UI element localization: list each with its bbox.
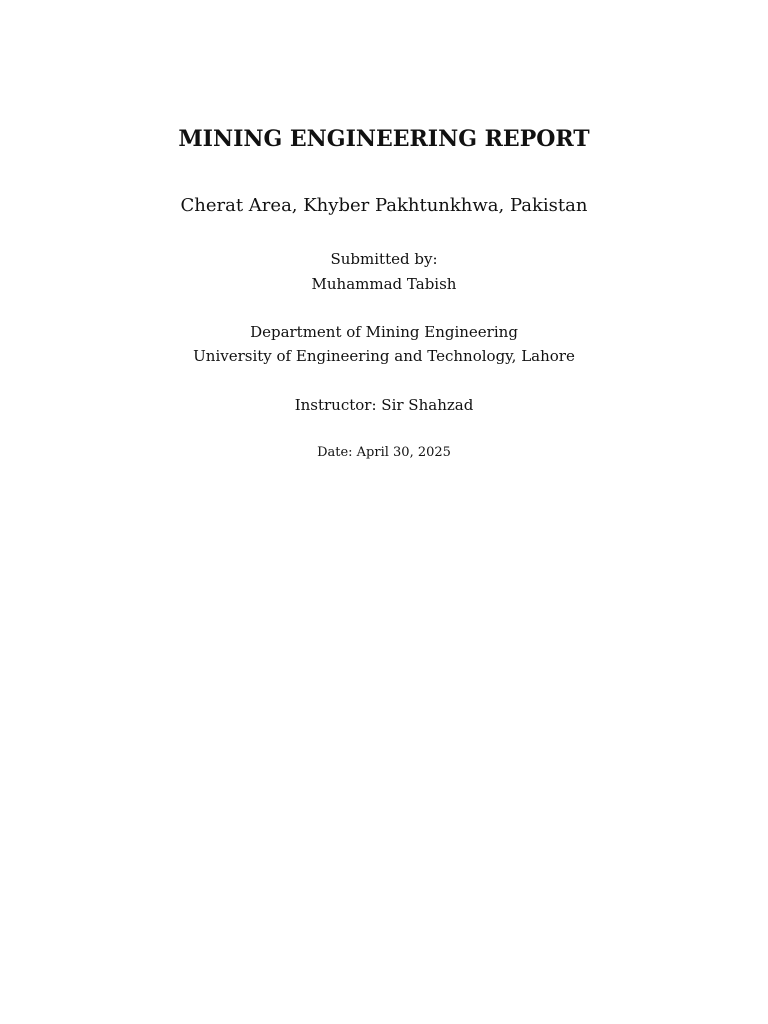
university-name: University of Engineering and Technology, Lahore bbox=[193, 347, 575, 365]
report-location: Cherat Area, Khyber Pakhtunkhwa, Pakistan bbox=[180, 195, 588, 216]
instructor-name: Instructor: Sir Shahzad bbox=[294, 396, 474, 414]
report-title: MINING ENGINEERING REPORT bbox=[178, 126, 590, 152]
report-date: Date: April 30, 2025 bbox=[317, 445, 451, 460]
submitted-by-label: Submitted by: bbox=[330, 250, 438, 268]
author-name: Muhammad Tabish bbox=[311, 275, 457, 293]
department-name: Department of Mining Engineering bbox=[250, 323, 518, 341]
